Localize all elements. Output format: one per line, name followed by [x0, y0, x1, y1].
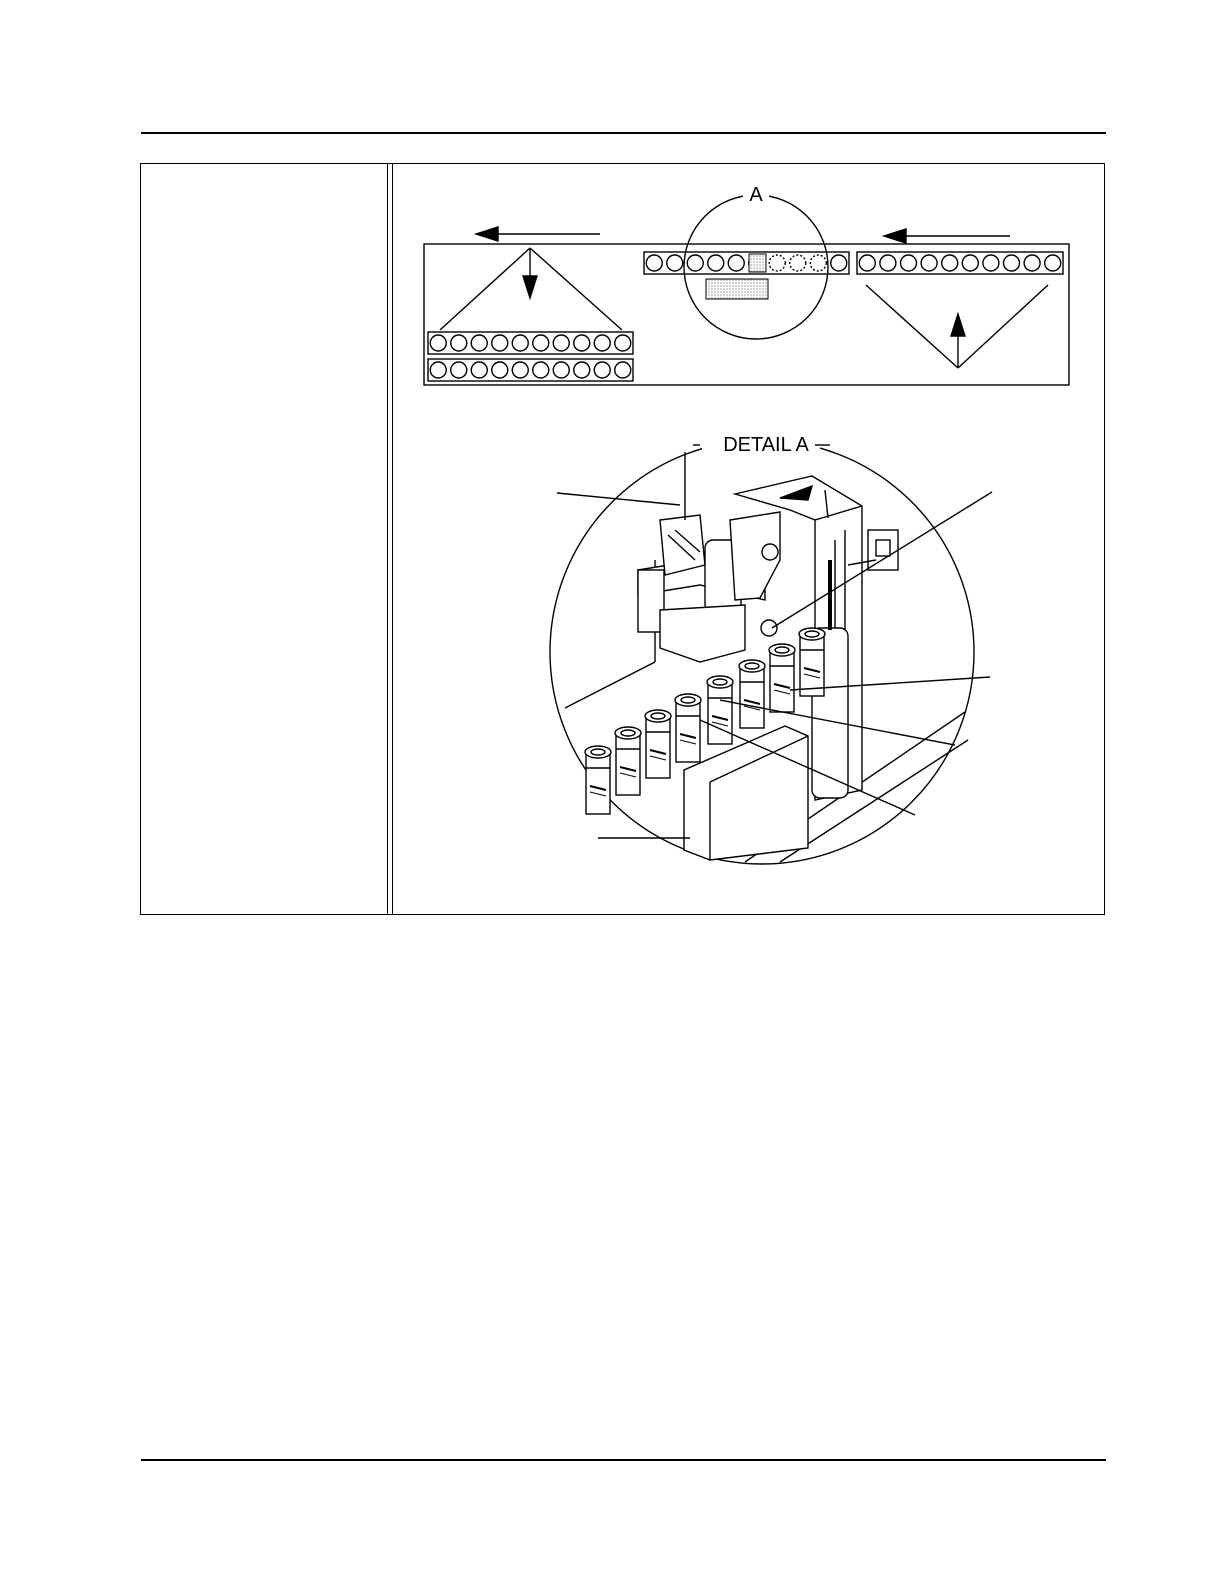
position-stippled-1 [749, 254, 766, 272]
detail-a-view [550, 433, 992, 864]
sample-vial [615, 727, 641, 795]
rack-position [512, 362, 528, 378]
rack-position [769, 255, 785, 271]
rack-position [594, 362, 610, 378]
rack-position [942, 255, 958, 271]
rack-position [667, 255, 683, 271]
wash-station-pad [706, 279, 768, 299]
left-callout-line-b [530, 248, 622, 330]
tray-overview [424, 184, 1069, 385]
sample-vial [799, 628, 825, 696]
callout-label: A [749, 184, 763, 206]
rack-position [430, 362, 446, 378]
front-block [684, 726, 808, 860]
sample-vial [769, 644, 795, 712]
right-callout-line-a [866, 285, 958, 368]
rack-position [859, 255, 875, 271]
rack-position [1045, 255, 1061, 271]
sample-vial [739, 660, 765, 728]
rack-position [1024, 255, 1040, 271]
rack-position [687, 255, 703, 271]
sample-vial [707, 676, 733, 744]
leader-needle [557, 493, 680, 505]
rack-position [646, 255, 662, 271]
panel-edge-left [565, 662, 655, 708]
sample-vial [585, 746, 611, 814]
rack-position [810, 255, 826, 271]
footer-rule [141, 1459, 1106, 1461]
left-callout-arrow-head [523, 276, 537, 298]
rack-position [708, 255, 724, 271]
motor-base [660, 605, 745, 662]
rack-position [512, 335, 528, 351]
rack-position [962, 255, 978, 271]
rack-position [901, 255, 917, 271]
rack-position [921, 255, 937, 271]
rack-position [471, 362, 487, 378]
left-callout-line-a [440, 248, 530, 330]
rack-position [983, 255, 999, 271]
sample-vial [645, 710, 671, 778]
rack-position [533, 335, 549, 351]
rack-position [451, 335, 467, 351]
rack-position [492, 362, 508, 378]
detail-label: DETAIL A [723, 434, 809, 456]
rack-position [553, 335, 569, 351]
sensor-port [761, 620, 777, 636]
rack-position [574, 362, 590, 378]
rack-position [430, 335, 446, 351]
rack-position [594, 335, 610, 351]
rack-position [553, 362, 569, 378]
sample-vial [675, 694, 701, 762]
right-arrow-head [884, 229, 906, 243]
rack-position [1004, 255, 1020, 271]
right-callout-arrow-head [951, 314, 965, 336]
rack-position [880, 255, 896, 271]
rack-position [574, 335, 590, 351]
rack-position [831, 255, 847, 271]
valve-knob [762, 544, 778, 560]
rack-position [471, 335, 487, 351]
rack-position [615, 362, 631, 378]
left-arrow-head [476, 227, 498, 241]
rack-position [790, 255, 806, 271]
needle-block [660, 515, 705, 575]
right-callout-line-b [958, 285, 1048, 368]
rack-position [615, 335, 631, 351]
rack-position [492, 335, 508, 351]
rack-position [728, 255, 744, 271]
rack-position [533, 362, 549, 378]
bracket-slot [876, 540, 890, 556]
rack-position [451, 362, 467, 378]
